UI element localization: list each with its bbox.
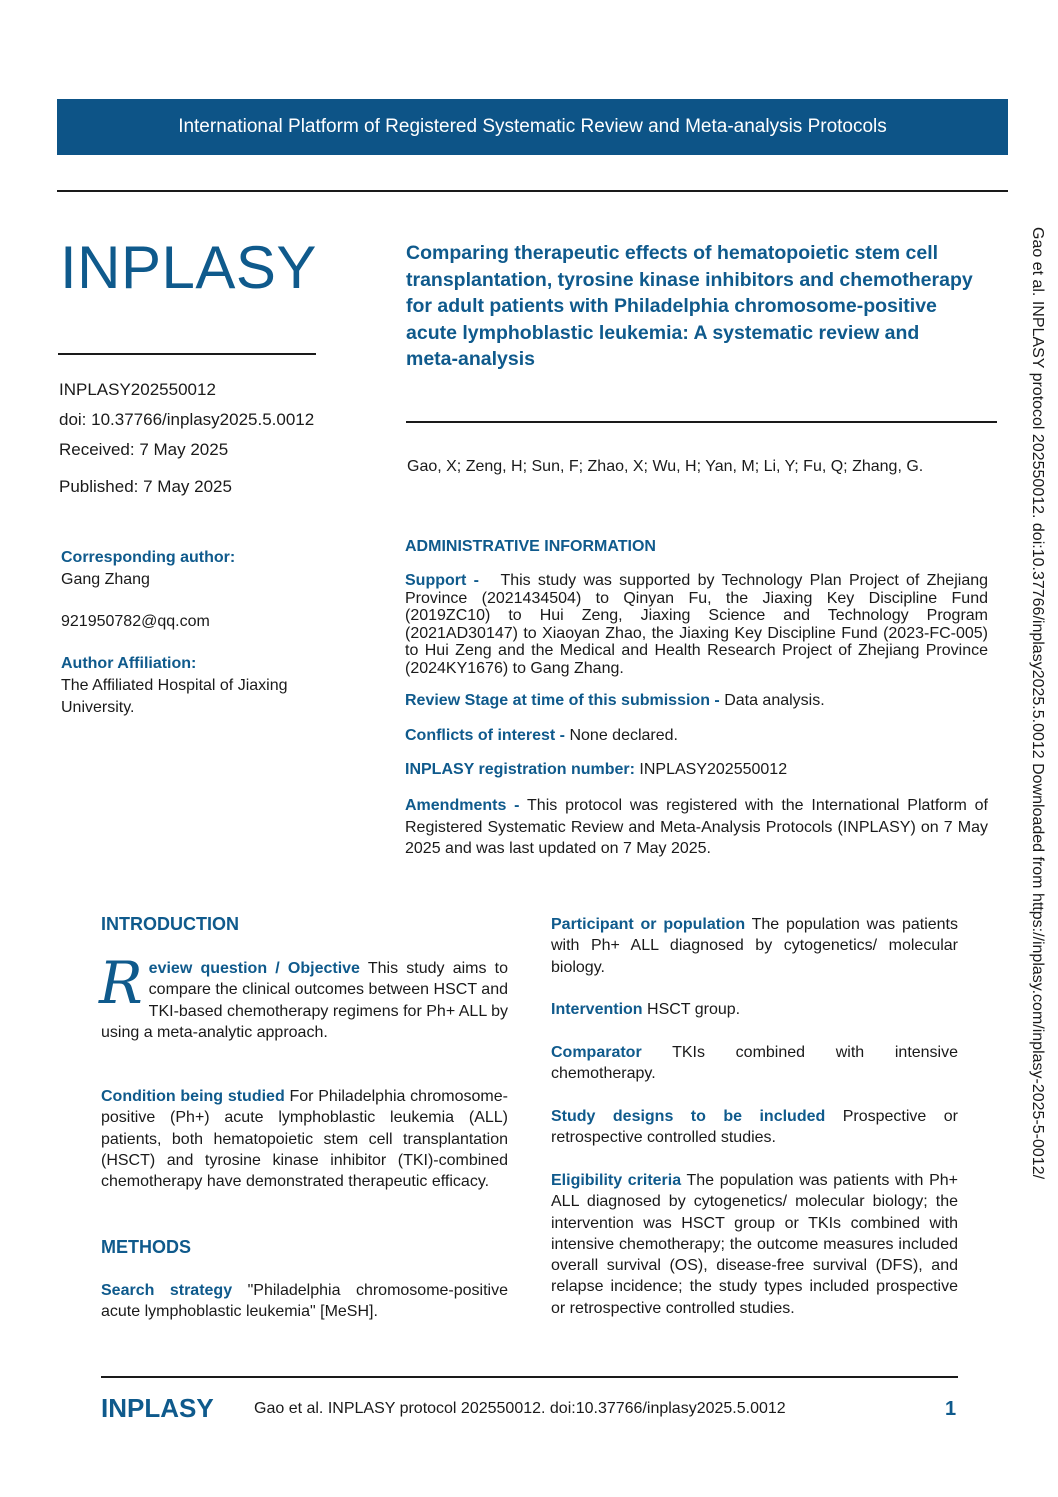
support-text: This study was supported by Technology Plan Project of Zhejiang Province (2021434504) to Qinyan Fu, the Jiaxing Key Discipline Fund (2019ZC10) to Hui Zeng, Jiaxing Science and Technology Program (2021AD30147) to Xiaoyan Zhao, the Jiaxing Key Discipline Fund (2023-FC-005) to Hui Zeng and the Medical and Health Research Project of Zhejiang Province (2024KY1676) to Gang Zhang. xyxy=(405,572,989,677)
conflicts-label: Conflicts of interest - xyxy=(405,727,566,744)
page-number: 1 xyxy=(945,1398,957,1420)
amendments-label: Amendments - xyxy=(405,797,520,814)
comparator-text: TKIs combined with intensive chemotherapy. xyxy=(551,1044,959,1083)
corresponding-author-email[interactable]: 921950782@qq.com xyxy=(61,613,210,630)
registration-paragraph xyxy=(405,761,988,779)
search-strategy-label: Search strategy xyxy=(101,1282,233,1299)
methods-heading: METHODS xyxy=(101,1237,191,1257)
study-designs-text: Prospective or retrospective controlled studies. xyxy=(551,1108,958,1147)
intervention-text: HSCT group. xyxy=(647,1001,741,1018)
eligibility-text: The population was patients with Ph+ ALL diagnosed by cytogenetics/ molecular biology; the intervention was HSCT group or TKIs combined with intensive chemotherapy; the outcome measures included overall survival (OS), disease-free survival (DFS), and relapse incidence; the study types included prospective or retrospective controlled studies. xyxy=(551,1172,959,1317)
study-designs-label: Study designs to be included xyxy=(551,1108,826,1125)
registration-label: INPLASY registration number: xyxy=(405,761,635,778)
header-banner xyxy=(57,99,1008,155)
review-question-label: eview question / Objective xyxy=(148,960,360,977)
corresponding-author-name: Gang Zhang xyxy=(61,571,150,588)
drop-cap: R xyxy=(99,949,143,1017)
conflicts-paragraph xyxy=(405,727,988,745)
admin-heading: ADMINISTRATIVE INFORMATION xyxy=(405,538,656,555)
condition-text: For Philadelphia chromosome-positive (Ph+) acute lymphoblastic leukemia (ALL) patients, both hematopoietic stem cell transplantation (HSCT) and tyrosine kinase inhibitor (TKI)-combined chemotherapy have demonstrated therapeutic efficacy. xyxy=(101,1088,508,1191)
study-designs-paragraph xyxy=(551,1106,958,1149)
protocol-id: INPLASY202550012 xyxy=(59,380,216,399)
footer-logo: INPLASY xyxy=(101,1393,214,1423)
title-divider xyxy=(406,421,997,423)
review-question-paragraph xyxy=(99,949,509,1043)
condition-paragraph xyxy=(101,1086,508,1192)
review-question-text: This study aims to compare the clinical outcomes between HSCT and TKI-based chemotherapy regimens for Ph+ ALL by using a meta-analytic approach. xyxy=(101,960,509,1041)
review-stage-label: Review Stage at time of this submission - xyxy=(405,692,720,709)
intervention-paragraph xyxy=(551,999,958,1020)
support-paragraph xyxy=(405,572,988,677)
affiliation-text: The Affiliated Hospital of Jiaxing University. xyxy=(61,677,288,716)
vertical-citation-text: Gao et al. INPLASY protocol 202550012. doi:10.37766/inplasy2025.5.0012 Downloaded from https://inplasy.com/inplasy-2025-5-0012/ xyxy=(1029,227,1046,1180)
received-date: Received: 7 May 2025 xyxy=(59,440,229,459)
affiliation-label: Author Affiliation: xyxy=(61,655,197,672)
introduction-heading: INTRODUCTION xyxy=(101,914,239,934)
condition-label: Condition being studied xyxy=(101,1088,285,1105)
banner-text: International Platform of Registered Systematic Review and Meta-analysis Protocols xyxy=(178,116,887,137)
author-list: Gao, X; Zeng, H; Sun, F; Zhao, X; Wu, H; Yan, M; Li, Y; Fu, Q; Zhang, G. xyxy=(407,458,924,475)
vertical-citation xyxy=(1025,227,1049,1307)
population-label: Participant or population xyxy=(551,916,746,933)
published-date: Published: 7 May 2025 xyxy=(59,477,232,496)
eligibility-paragraph xyxy=(551,1170,958,1319)
doi-link[interactable]: doi: 10.37766/inplasy2025.5.0012 xyxy=(59,410,315,429)
amendments-text: This protocol was registered with the International Platform of Registered Systematic Review and Meta-Analysis Protocols (INPLASY) on 7 May 2025 and was last updated on 7 May 2025. xyxy=(405,797,989,857)
population-text: The population was patients with Ph+ ALL diagnosed by cytogenetics/ molecular biology. xyxy=(551,916,958,976)
intervention-label: Intervention xyxy=(551,1001,643,1018)
footer-divider xyxy=(101,1376,958,1378)
inplasy-logo: INPLASY xyxy=(60,234,317,301)
top-divider xyxy=(57,190,1008,192)
review-stage-text: Data analysis. xyxy=(724,692,825,709)
footer-citation: Gao et al. INPLASY protocol 202550012. doi:10.37766/inplasy2025.5.0012 xyxy=(254,1400,786,1417)
eligibility-label: Eligibility criteria xyxy=(551,1172,682,1189)
search-strategy-paragraph xyxy=(101,1280,508,1323)
corresponding-author-label: Corresponding author: xyxy=(61,549,236,566)
logo-divider xyxy=(58,353,316,355)
amendments-paragraph xyxy=(405,795,988,860)
conflicts-text: None declared. xyxy=(569,727,678,744)
paper-title: Comparing therapeutic effects of hematopoietic stem cell transplantation, tyrosine kinase inhibitors and chemotherapy for adult patients with Philadelphia chromosome-positive acute lymphoblastic leukemia: A systematic review and meta-analysis xyxy=(406,242,973,370)
comparator-label: Comparator xyxy=(551,1044,642,1061)
population-paragraph xyxy=(551,914,958,978)
comparator-paragraph xyxy=(551,1042,958,1085)
search-strategy-text: "Philadelphia chromosome-positive acute lymphoblastic leukemia" [MeSH]. xyxy=(101,1282,509,1321)
registration-number: INPLASY202550012 xyxy=(639,761,788,778)
support-label: Support - xyxy=(405,572,479,589)
review-stage-paragraph xyxy=(405,692,988,710)
